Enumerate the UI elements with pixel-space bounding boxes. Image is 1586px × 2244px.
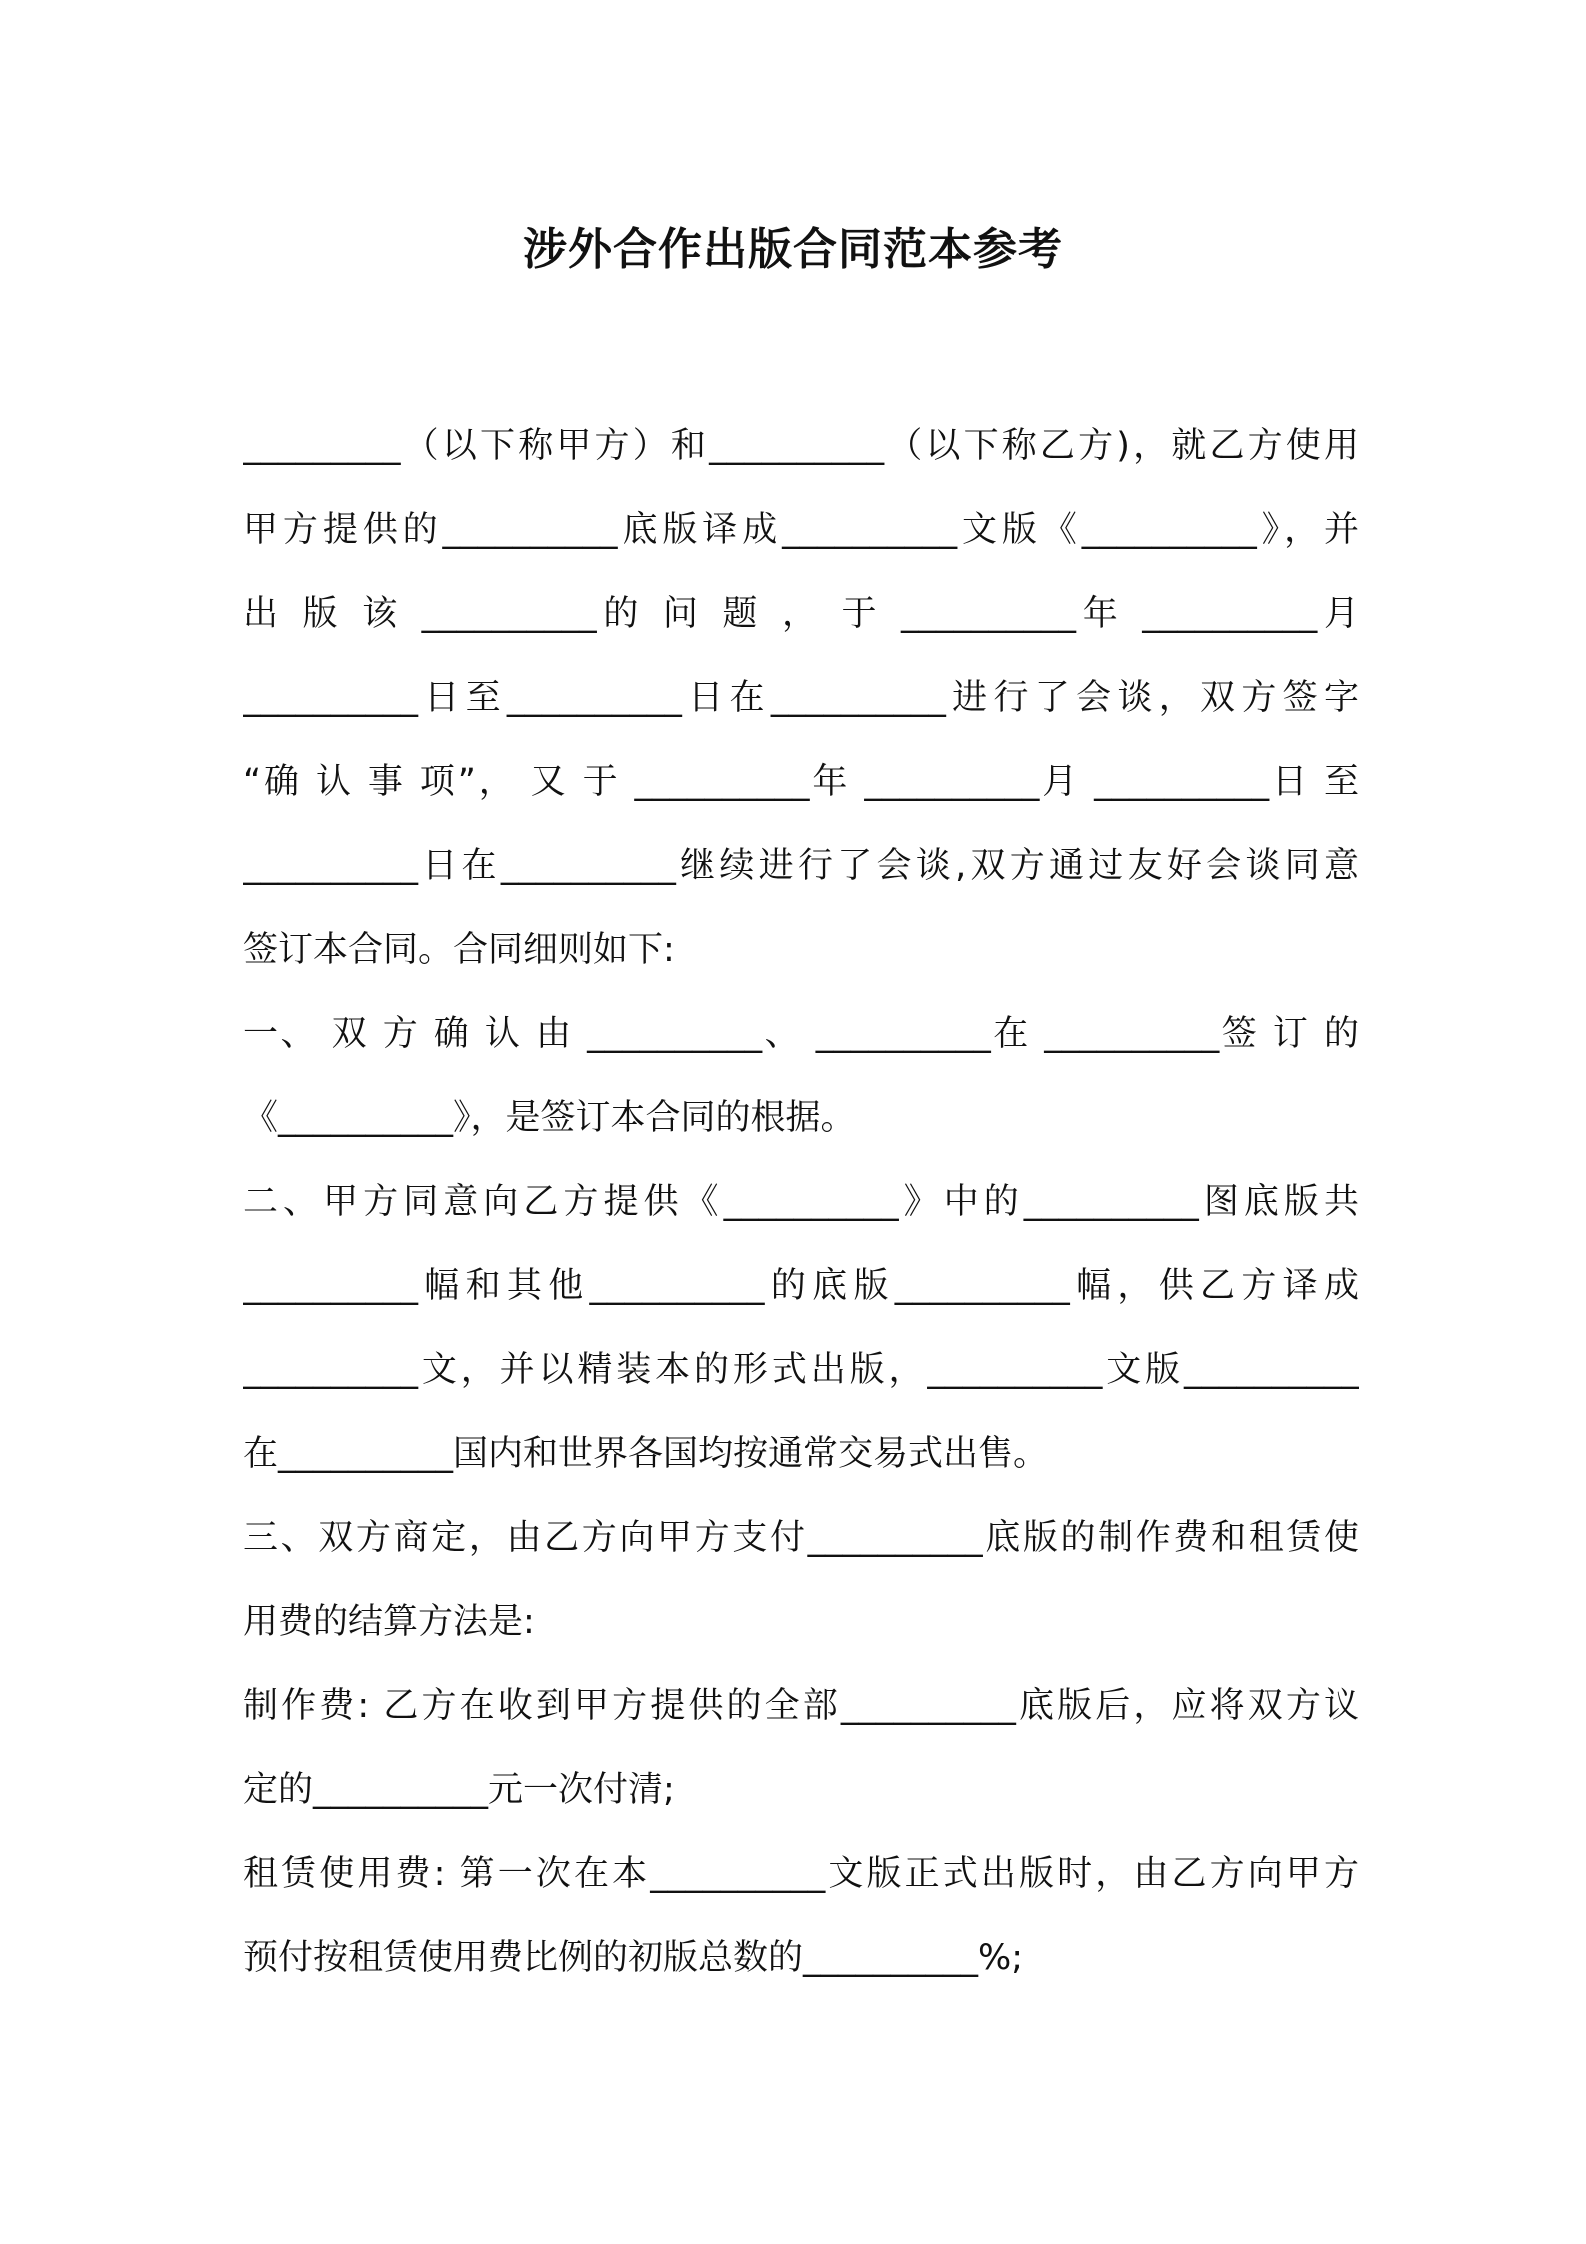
paragraph-line: 甲方提供的__________底版译成__________文版《__________》，并 — [243, 510, 1359, 550]
clause-line: 租赁使用费: 第一次在本__________文版正式出版时，由乙方向甲方 — [243, 1854, 1359, 1894]
paragraph-line: __________日在__________继续进行了会谈,双方通过友好会谈同意 — [243, 846, 1359, 886]
clause-line: __________幅和其他__________的底版__________幅，供乙方译成 — [243, 1266, 1359, 1306]
clause-line: 在__________国内和世界各国均按通常交易式出售。 — [243, 1434, 1049, 1474]
paragraph-line: 签订本合同。合同细则如下: — [243, 930, 675, 970]
clause-line: 《__________》，是签订本合同的根据。 — [243, 1098, 856, 1138]
clause-line: 定的__________元一次付清; — [243, 1770, 675, 1810]
clause-line: 用费的结算方法是: — [243, 1602, 535, 1642]
clause-line: 三、双方商定，由乙方向甲方支付__________底版的制作费和租赁使 — [243, 1518, 1359, 1558]
clause-line: 预付按租赁使用费比例的初版总数的__________%; — [243, 1938, 1024, 1978]
clause-line: 二、甲方同意向乙方提供《__________》中的__________图底版共 — [243, 1182, 1359, 1222]
clause-line: __________文，并以精装本的形式出版，__________文版__________ — [243, 1350, 1359, 1390]
clause-line: 制作费: 乙方在收到甲方提供的全部__________底版后，应将双方议 — [243, 1686, 1359, 1726]
clause-line: 一、 双 方 确 认 由 __________、 __________在 __________签 订 的 — [243, 1014, 1359, 1054]
paragraph-line: 出 版 该 __________的 问 题 ， 于 __________年 __________月 — [243, 594, 1359, 634]
document-body — [243, 404, 1359, 2000]
paragraph-line: __________日至__________日在__________进行了会谈，双方签字 — [243, 678, 1359, 718]
paragraph-line: _________（以下称甲方）和__________（以下称乙方)，就乙方使用 — [243, 426, 1359, 466]
document-title: 涉外合作出版合同范本参考 — [523, 224, 1063, 275]
paragraph-line: “确 认 事 项”， 又 于 __________年 __________月 __________日 至 — [243, 762, 1359, 802]
